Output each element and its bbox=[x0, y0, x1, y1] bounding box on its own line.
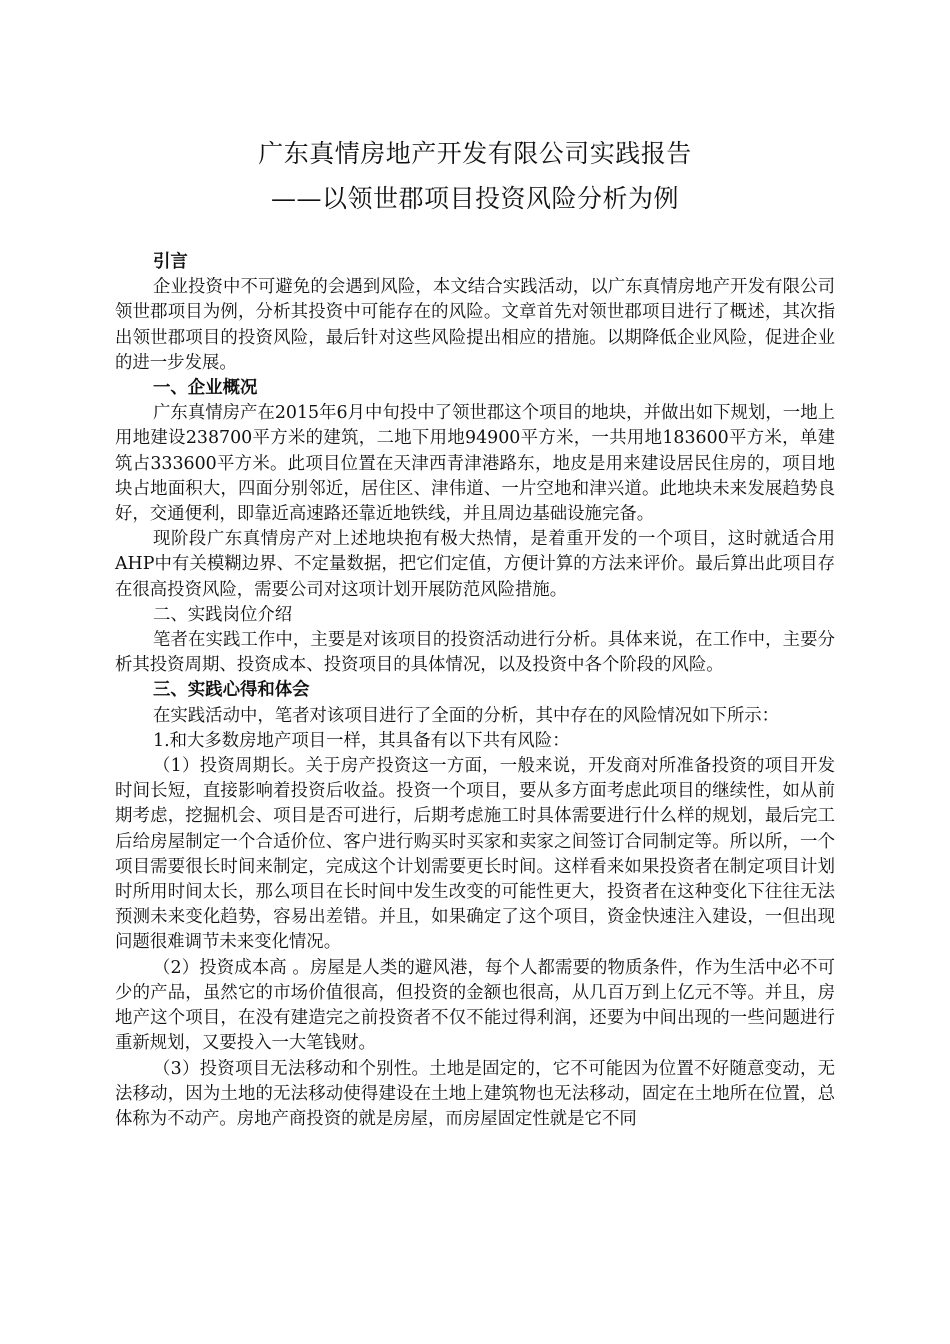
section3-paragraph-4: （2）投资成本高 。房屋是人类的避风港，每个人都需要的物质条件，作为生活中必不可少的产品，虽然它的市场价值很高，但投资的金额也很高，从几百万到上亿元不等。并且，房地产这个项目，在没有建造完之前投资者不仅不能过得利润，还要为中间出现的一些问题进行重新规划，又要投入一大笔钱财。 bbox=[115, 957, 835, 1054]
section3-paragraph-1: 在实践活动中，笔者对该项目进行了全面的分析，其中存在的风险情况如下所示： bbox=[153, 705, 780, 726]
section1-paragraph-1: 广东真情房产在2015年6月中旬投中了领世郡这个项目的地块，并做出如下规划，一地上用地建设238700平方米的建筑，二地下用地94900平方米，一共用地183600平方米，单建筑占333600平方米。此项目位置在天津西青津港路东，地皮是用来建设居民住房的，项目地块占地面积大，四面分别邻近，居住区、津伟道、一片空地和津兴道。此地块未来发展趋势良好，交通便利，即靠近高速路还靠近地铁线，并且周边基础设施完备。 bbox=[115, 403, 836, 525]
section3-heading: 三、实践心得和体会 bbox=[153, 680, 310, 701]
section1-heading: 一、企业概况 bbox=[153, 378, 258, 399]
intro-heading: 引言 bbox=[153, 252, 188, 272]
section3-paragraph-2: 1.和大多数房地产项目一样，其具备有以下共有风险： bbox=[153, 730, 570, 751]
intro-paragraph: 企业投资中不可避免的会遇到风险，本文结合实践活动，以广东真情房地产开发有限公司领世郡项目为例，分析其投资中可能存在的风险。文章首先对领世郡项目进行了概述，其次指出领世郡项目的投资风险，最后针对这些风险提出相应的措施。以期降低企业风险，促进企业的进一步发展。 bbox=[115, 277, 835, 373]
section2-heading: 二、实践岗位介绍 bbox=[153, 604, 293, 625]
document-subtitle: ——以领世郡项目投资风险分析为例 bbox=[270, 184, 679, 213]
document-body bbox=[115, 250, 835, 1132]
section1-paragraph-2: 现阶段广东真情房产对上述地块抱有极大热情，是着重开发的一个项目，这时就适合用AHP中有关模糊边界、不定量数据，把它们定值，方便计算的方法来评价。最后算出此项目存在很高投资风险，需要公司对这项计划开展防范风险措施。 bbox=[115, 529, 835, 600]
section3-paragraph-5: （3）投资项目无法移动和个别性。土地是固定的，它不可能因为位置不好随意变动，无法移动，因为土地的无法移动使得建设在土地上建筑物也无法移动，固定在土地所在位置，总体称为不动产。房地产商投资的就是房屋，而房屋固定性就是它不同 bbox=[115, 1058, 835, 1129]
section2-paragraph-1: 笔者在实践工作中，主要是对该项目的投资活动进行分析。具体来说，在工作中，主要分析其投资周期、投资成本、投资项目的具体情况，以及投资中各个阶段的风险。 bbox=[115, 630, 835, 676]
document-title: 广东真情房地产开发有限公司实践报告 bbox=[258, 139, 692, 168]
section3-paragraph-3: （1）投资周期长。关于房产投资这一方面，一般来说，开发商对所准备投资的项目开发时间长短，直接影响着投资后收益。投资一个项目，要从多方面考虑此项目的继续性，如从前期考虑，挖掘机会、项目是否可进行，后期考虑施工时具体需要进行什么样的规划，最后完工后给房屋制定一个合适价位、客户进行购买时买家和卖家之间签订合同制定等。所以所，一个项目需要很长时间来制定，完成这个计划需要更长时间。这样看来如果投资者在制定项目计划时所用时间太长，那么项目在长时间中发生改变的可能性更大，投资者在这种变化下往往无法预测未来变化趋势，容易出差错。并且，如果确定了这个项目，资金快速注入建设，一但出现问题很难调节未来变化情况。 bbox=[115, 756, 835, 953]
